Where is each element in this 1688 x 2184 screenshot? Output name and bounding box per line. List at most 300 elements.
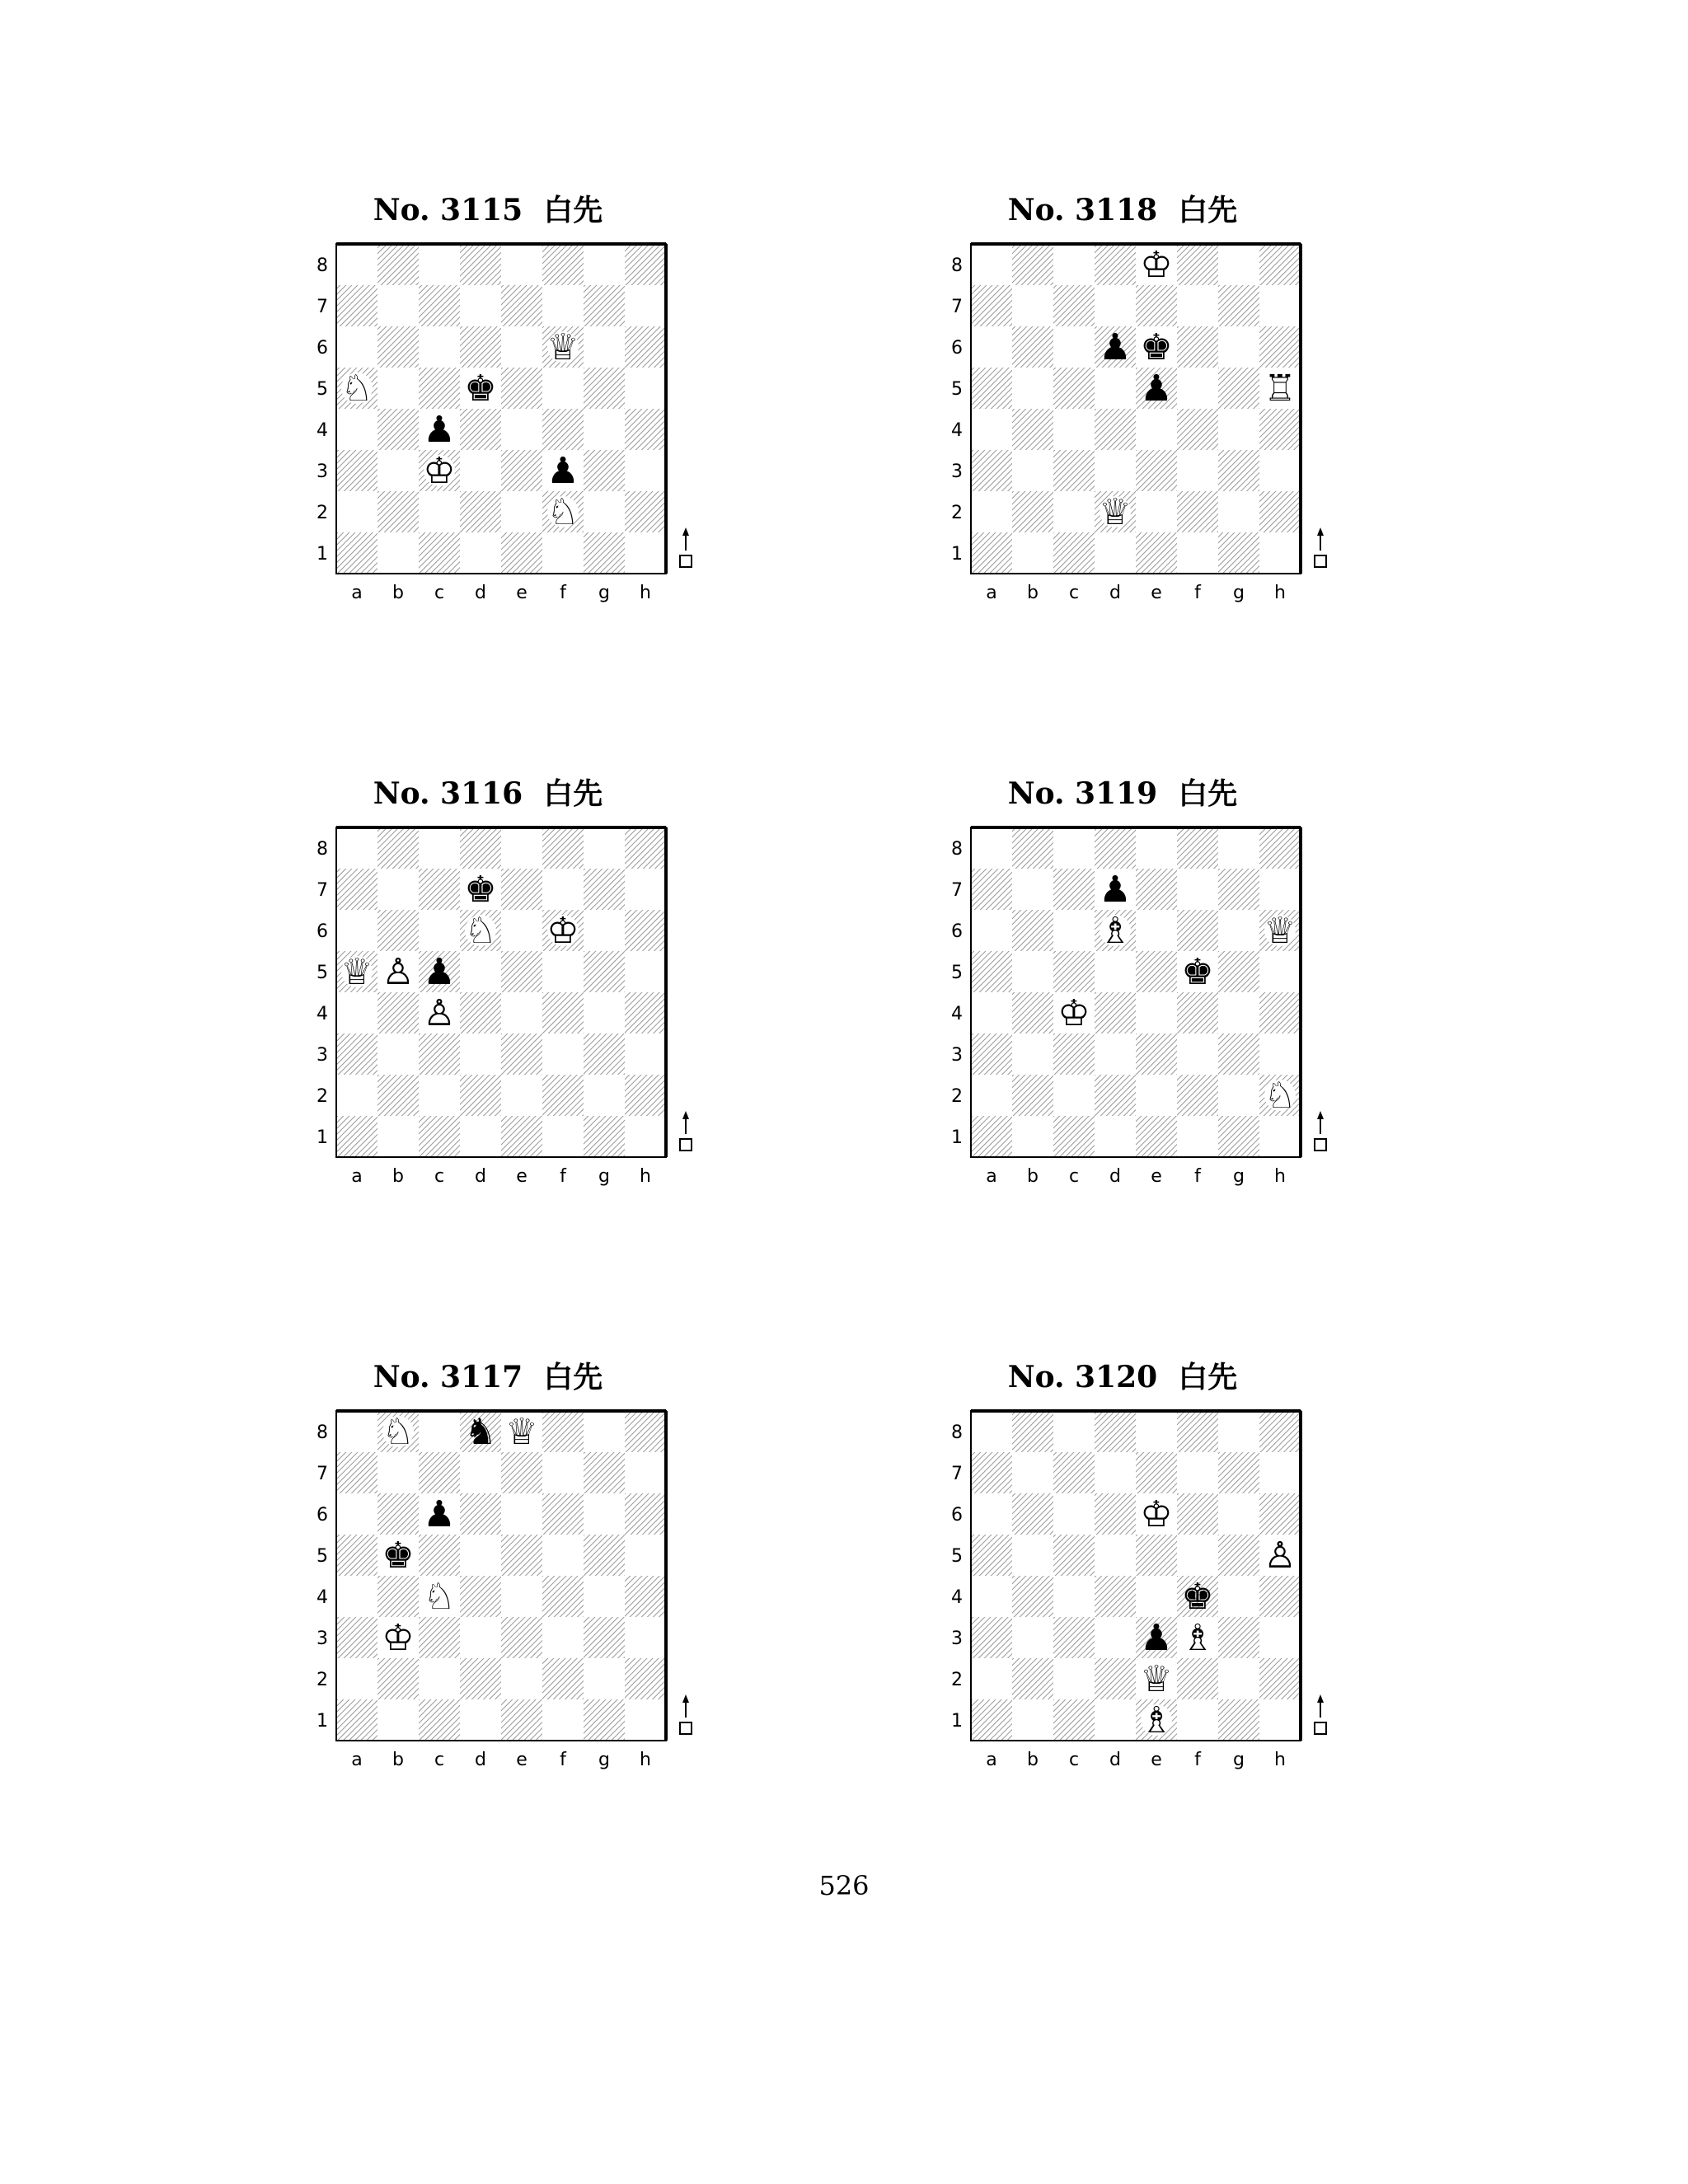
file-label: f	[1194, 583, 1201, 603]
rank-label: 2	[316, 1086, 328, 1107]
file-label: h	[640, 583, 651, 603]
dark-square	[1218, 1617, 1259, 1658]
side-to-move-icon	[1315, 1722, 1326, 1734]
black-pawn-icon: ♟	[423, 1493, 456, 1535]
dark-square	[501, 1699, 542, 1741]
light-square	[419, 1658, 460, 1699]
rank-label: 6	[316, 921, 328, 942]
white-pawn-icon: ♙	[423, 992, 456, 1034]
light-square	[419, 1075, 460, 1116]
black-pawn-icon: ♟	[423, 409, 456, 451]
dark-square	[1095, 827, 1136, 869]
dark-square	[971, 532, 1012, 574]
light-square	[501, 1658, 542, 1699]
dark-square	[460, 992, 501, 1033]
dark-square	[971, 450, 1012, 491]
light-square	[1095, 285, 1136, 326]
light-square	[625, 285, 666, 326]
light-square	[1218, 1411, 1259, 1452]
light-square	[1218, 409, 1259, 450]
light-square	[501, 910, 542, 951]
light-square	[971, 491, 1012, 532]
light-square	[1177, 1699, 1218, 1741]
dark-square	[1012, 409, 1053, 450]
dark-square	[1136, 532, 1177, 574]
light-square	[1218, 244, 1259, 285]
dark-square	[377, 1576, 419, 1617]
white-knight-icon: ♘	[340, 368, 373, 410]
move-arrowhead-icon	[682, 527, 689, 536]
light-square	[1012, 869, 1053, 910]
dark-square	[1177, 326, 1218, 368]
rank-label: 8	[316, 839, 328, 860]
light-square	[625, 1699, 666, 1741]
light-square	[501, 1576, 542, 1617]
light-square	[584, 910, 625, 951]
dark-square	[1095, 409, 1136, 450]
light-square	[971, 409, 1012, 450]
light-square	[336, 409, 377, 450]
rank-label: 8	[951, 839, 963, 860]
rank-label: 4	[951, 1004, 963, 1024]
dark-square	[377, 910, 419, 951]
black-knight-icon: ♞	[464, 1411, 497, 1453]
dark-square	[1012, 1576, 1053, 1617]
light-square	[1012, 1452, 1053, 1493]
light-square	[971, 1658, 1012, 1699]
dark-square	[336, 1033, 377, 1075]
move-arrowhead-icon	[682, 1694, 689, 1703]
dark-square	[1136, 1535, 1177, 1576]
light-square	[584, 1075, 625, 1116]
side-to-move-icon	[680, 555, 692, 567]
dark-square	[1259, 244, 1301, 285]
dark-square	[584, 1452, 625, 1493]
file-label: h	[1274, 1166, 1286, 1187]
light-square	[1218, 992, 1259, 1033]
file-label: c	[434, 1166, 445, 1187]
file-label: e	[516, 1750, 528, 1770]
light-square	[1136, 491, 1177, 532]
puzzle-title: No. 3115 白先	[373, 193, 603, 227]
light-square	[1218, 827, 1259, 869]
rank-label: 5	[316, 1546, 328, 1567]
rank-label: 2	[316, 503, 328, 523]
white-knight-icon: ♘	[1264, 1075, 1296, 1117]
light-square	[1095, 1452, 1136, 1493]
light-square	[542, 951, 584, 992]
chess-diagram	[298, 823, 694, 1202]
light-square	[625, 532, 666, 574]
light-square	[336, 1493, 377, 1535]
light-square	[1053, 1493, 1095, 1535]
light-square	[584, 409, 625, 450]
dark-square	[1095, 1075, 1136, 1116]
dark-square	[584, 1116, 625, 1157]
dark-square	[1218, 1699, 1259, 1741]
dark-square	[584, 951, 625, 992]
light-square	[336, 244, 377, 285]
dark-square	[625, 910, 666, 951]
dark-square	[1259, 1411, 1301, 1452]
rank-label: 1	[951, 544, 963, 565]
puzzle-3120	[933, 1357, 1312, 1785]
dark-square	[625, 992, 666, 1033]
light-square	[377, 532, 419, 574]
dark-square	[501, 1452, 542, 1493]
light-square	[971, 827, 1012, 869]
light-square	[1136, 827, 1177, 869]
file-label: g	[1233, 1750, 1245, 1770]
light-square	[501, 827, 542, 869]
light-square	[377, 368, 419, 409]
light-square	[336, 1411, 377, 1452]
rank-label: 1	[951, 1127, 963, 1148]
light-square	[1177, 869, 1218, 910]
side-to-move-icon	[680, 1722, 692, 1734]
file-label: f	[560, 583, 566, 603]
file-label: b	[1027, 583, 1039, 603]
dark-square	[419, 1617, 460, 1658]
dark-square	[625, 409, 666, 450]
light-square	[1136, 910, 1177, 951]
dark-square	[1136, 450, 1177, 491]
dark-square	[1136, 1116, 1177, 1157]
dark-square	[1136, 951, 1177, 992]
dark-square	[377, 1493, 419, 1535]
dark-square	[1218, 368, 1259, 409]
light-square	[625, 450, 666, 491]
dark-square	[542, 992, 584, 1033]
light-square	[1095, 1617, 1136, 1658]
light-square	[336, 1576, 377, 1617]
light-square	[1218, 491, 1259, 532]
light-square	[542, 1699, 584, 1741]
file-label: e	[1151, 583, 1162, 603]
dark-square	[460, 1658, 501, 1699]
file-label: e	[516, 583, 528, 603]
file-label: f	[1194, 1166, 1201, 1187]
dark-square	[1259, 992, 1301, 1033]
dark-square	[584, 1033, 625, 1075]
puzzle-title: No. 3118 白先	[1007, 193, 1238, 227]
light-square	[460, 1535, 501, 1576]
light-square	[1012, 1617, 1053, 1658]
light-square	[1095, 1699, 1136, 1741]
rank-label: 1	[316, 1711, 328, 1732]
file-label: c	[434, 583, 445, 603]
file-label: e	[516, 1166, 528, 1187]
rank-label: 5	[951, 379, 963, 400]
dark-square	[377, 992, 419, 1033]
dark-square	[1053, 1452, 1095, 1493]
light-square	[1259, 1452, 1301, 1493]
light-square	[501, 1075, 542, 1116]
rank-label: 8	[951, 255, 963, 276]
file-label: g	[598, 1166, 610, 1187]
move-arrowhead-icon	[1317, 1111, 1324, 1119]
dark-square	[584, 450, 625, 491]
white-knight-icon: ♘	[423, 1576, 456, 1618]
dark-square	[625, 1075, 666, 1116]
black-king-icon: ♚	[1181, 951, 1214, 993]
light-square	[971, 1075, 1012, 1116]
light-square	[1012, 1116, 1053, 1157]
light-square	[460, 285, 501, 326]
dark-square	[1053, 1617, 1095, 1658]
light-square	[542, 1116, 584, 1157]
light-square	[542, 1617, 584, 1658]
dark-square	[1053, 368, 1095, 409]
file-label: f	[560, 1166, 566, 1187]
dark-square	[971, 1699, 1012, 1741]
dark-square	[971, 285, 1012, 326]
light-square	[1095, 532, 1136, 574]
light-square	[501, 409, 542, 450]
rank-label: 3	[951, 462, 963, 482]
white-queen-icon: ♕	[1264, 910, 1296, 952]
chess-diagram	[933, 239, 1329, 618]
light-square	[971, 326, 1012, 368]
puzzle-3117	[298, 1357, 678, 1785]
light-square	[419, 244, 460, 285]
file-label: b	[1027, 1166, 1039, 1187]
light-square	[1012, 1033, 1053, 1075]
white-knight-icon: ♘	[382, 1411, 415, 1453]
light-square	[501, 992, 542, 1033]
chess-diagram	[298, 1406, 694, 1785]
dark-square	[460, 1576, 501, 1617]
light-square	[1053, 910, 1095, 951]
white-king-icon: ♔	[1057, 992, 1090, 1034]
dark-square	[1012, 992, 1053, 1033]
file-label: e	[1151, 1166, 1162, 1187]
dark-square	[625, 1411, 666, 1452]
dark-square	[584, 368, 625, 409]
dark-square	[1177, 491, 1218, 532]
dark-square	[1177, 910, 1218, 951]
white-queen-icon: ♕	[546, 326, 579, 368]
rank-label: 4	[316, 420, 328, 441]
dark-square	[542, 1075, 584, 1116]
dark-square	[501, 1033, 542, 1075]
rank-label: 7	[316, 880, 328, 901]
light-square	[584, 1493, 625, 1535]
dark-square	[971, 1452, 1012, 1493]
file-label: e	[1151, 1750, 1162, 1770]
light-square	[625, 1535, 666, 1576]
move-arrowhead-icon	[1317, 527, 1324, 536]
dark-square	[1012, 326, 1053, 368]
dark-square	[584, 532, 625, 574]
black-king-icon: ♚	[1140, 326, 1173, 368]
rank-label: 3	[316, 1045, 328, 1066]
dark-square	[1053, 532, 1095, 574]
dark-square	[542, 1411, 584, 1452]
rank-label: 6	[951, 338, 963, 359]
light-square	[419, 491, 460, 532]
light-square	[501, 491, 542, 532]
dark-square	[336, 1535, 377, 1576]
light-square	[419, 326, 460, 368]
dark-square	[501, 450, 542, 491]
light-square	[971, 1576, 1012, 1617]
light-square	[1259, 1699, 1301, 1741]
light-square	[584, 827, 625, 869]
dark-square	[419, 285, 460, 326]
dark-square	[542, 244, 584, 285]
dark-square	[1053, 951, 1095, 992]
white-rook-icon: ♖	[1264, 368, 1296, 410]
dark-square	[584, 285, 625, 326]
light-square	[625, 368, 666, 409]
dark-square	[625, 1658, 666, 1699]
dark-square	[971, 951, 1012, 992]
dark-square	[1177, 992, 1218, 1033]
light-square	[1136, 1576, 1177, 1617]
dark-square	[1136, 1452, 1177, 1493]
dark-square	[971, 1535, 1012, 1576]
file-label: d	[475, 1750, 486, 1770]
white-pawn-icon: ♙	[1264, 1535, 1296, 1577]
black-pawn-icon: ♟	[1099, 869, 1132, 911]
light-square	[1053, 244, 1095, 285]
file-label: f	[560, 1750, 566, 1770]
file-label: h	[1274, 1750, 1286, 1770]
file-label: b	[392, 1750, 404, 1770]
dark-square	[460, 326, 501, 368]
file-label: h	[1274, 583, 1286, 603]
dark-square	[971, 1033, 1012, 1075]
dark-square	[1218, 450, 1259, 491]
rank-label: 8	[316, 255, 328, 276]
light-square	[1053, 1576, 1095, 1617]
white-bishop-icon: ♗	[1140, 1699, 1173, 1741]
dark-square	[625, 1493, 666, 1535]
light-square	[1218, 1075, 1259, 1116]
dark-square	[584, 1535, 625, 1576]
dark-square	[625, 491, 666, 532]
rank-label: 3	[316, 462, 328, 482]
rank-label: 4	[951, 1587, 963, 1608]
file-label: a	[351, 1166, 363, 1187]
dark-square	[336, 1617, 377, 1658]
dark-square	[1012, 827, 1053, 869]
light-square	[1259, 450, 1301, 491]
file-label: c	[1068, 583, 1080, 603]
dark-square	[542, 409, 584, 450]
dark-square	[419, 1116, 460, 1157]
dark-square	[1259, 491, 1301, 532]
dark-square	[542, 827, 584, 869]
dark-square	[1218, 532, 1259, 574]
light-square	[501, 1493, 542, 1535]
light-square	[460, 1116, 501, 1157]
dark-square	[460, 244, 501, 285]
light-square	[1177, 368, 1218, 409]
light-square	[584, 244, 625, 285]
page-number: 526	[818, 1870, 870, 1901]
dark-square	[377, 827, 419, 869]
light-square	[625, 1617, 666, 1658]
light-square	[1136, 992, 1177, 1033]
light-square	[542, 368, 584, 409]
light-square	[377, 1116, 419, 1157]
light-square	[336, 1658, 377, 1699]
file-label: a	[351, 583, 363, 603]
dark-square	[336, 450, 377, 491]
dark-square	[419, 368, 460, 409]
dark-square	[1218, 869, 1259, 910]
light-square	[542, 869, 584, 910]
dark-square	[1095, 1658, 1136, 1699]
light-square	[542, 532, 584, 574]
file-label: g	[1233, 1166, 1245, 1187]
dark-square	[625, 326, 666, 368]
rank-label: 6	[316, 1505, 328, 1526]
chess-diagram	[298, 239, 694, 618]
dark-square	[625, 1576, 666, 1617]
light-square	[971, 910, 1012, 951]
light-square	[377, 450, 419, 491]
light-square	[1177, 1535, 1218, 1576]
puzzle-title: No. 3116 白先	[373, 776, 603, 811]
rank-label: 2	[951, 1086, 963, 1107]
light-square	[542, 1033, 584, 1075]
move-arrowhead-icon	[1317, 1694, 1324, 1703]
light-square	[1095, 1535, 1136, 1576]
dark-square	[971, 1617, 1012, 1658]
light-square	[1012, 450, 1053, 491]
white-king-icon: ♔	[1140, 1493, 1173, 1535]
light-square	[1012, 368, 1053, 409]
light-square	[1053, 491, 1095, 532]
white-king-icon: ♔	[423, 450, 456, 492]
rank-label: 1	[951, 1711, 963, 1732]
dark-square	[1053, 1535, 1095, 1576]
light-square	[1095, 951, 1136, 992]
white-queen-icon: ♕	[1099, 491, 1132, 533]
rank-label: 1	[316, 544, 328, 565]
dark-square	[1177, 1075, 1218, 1116]
dark-square	[1012, 1658, 1053, 1699]
rank-label: 5	[316, 963, 328, 983]
file-label: g	[598, 1750, 610, 1770]
black-pawn-icon: ♟	[423, 951, 456, 993]
dark-square	[501, 368, 542, 409]
light-square	[336, 1075, 377, 1116]
rank-label: 4	[951, 420, 963, 441]
file-label: a	[986, 583, 997, 603]
puzzle-3115	[298, 190, 678, 618]
light-square	[1095, 1033, 1136, 1075]
file-label: h	[640, 1166, 651, 1187]
file-label: c	[1068, 1166, 1080, 1187]
dark-square	[336, 285, 377, 326]
light-square	[584, 1658, 625, 1699]
light-square	[419, 1411, 460, 1452]
dark-square	[336, 1452, 377, 1493]
dark-square	[460, 491, 501, 532]
dark-square	[377, 1658, 419, 1699]
dark-square	[377, 409, 419, 450]
dark-square	[542, 1576, 584, 1617]
file-label: d	[1109, 583, 1121, 603]
rank-label: 6	[316, 338, 328, 359]
dark-square	[1177, 1493, 1218, 1535]
light-square	[1218, 910, 1259, 951]
dark-square	[460, 1493, 501, 1535]
